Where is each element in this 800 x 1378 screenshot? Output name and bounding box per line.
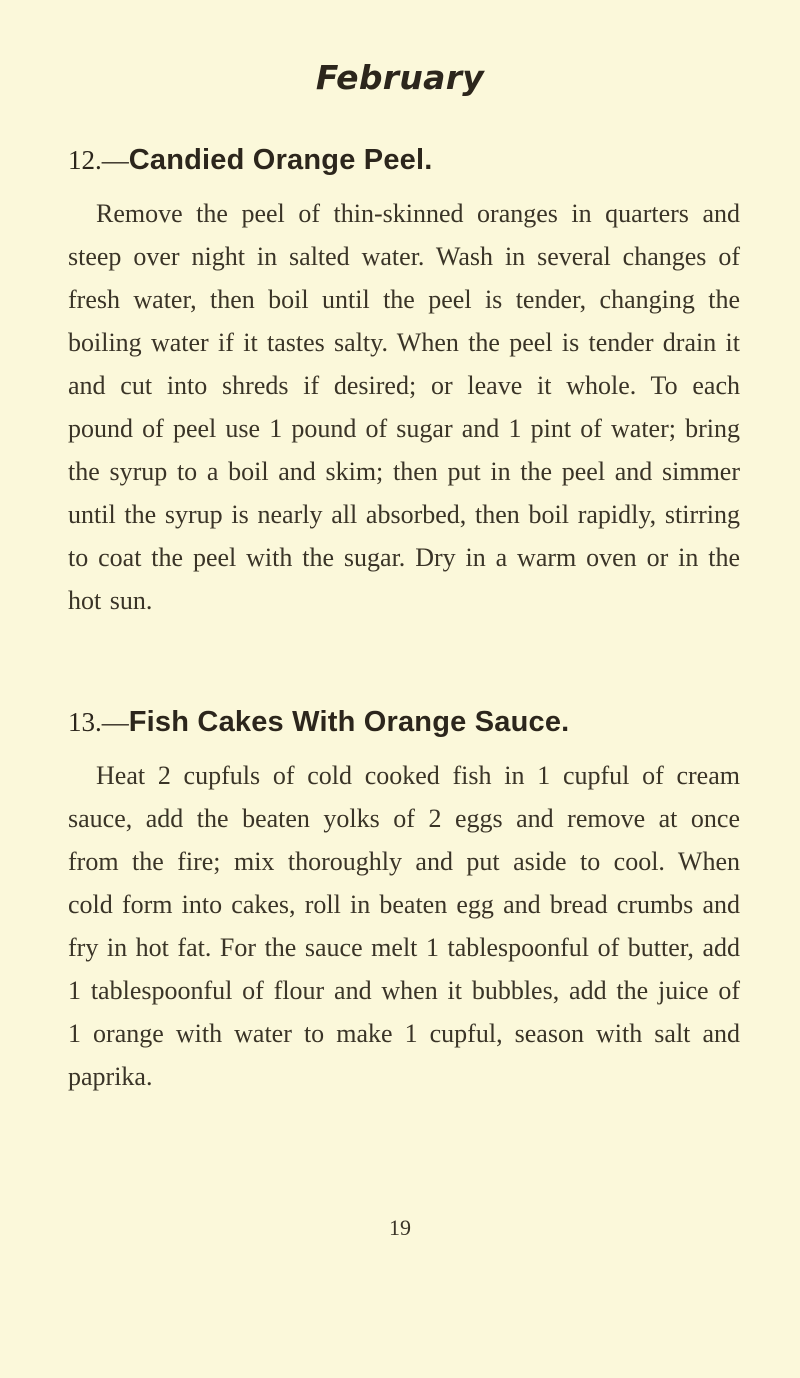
recipe-number: 13.—	[68, 707, 129, 737]
recipe-heading	[68, 134, 740, 188]
recipe-title: Fish Cakes With Orange Sauce.	[128, 706, 570, 738]
recipe-instructions: Heat 2 cupfuls of cold cooked fish in 1 cupful of cream sauce, add the beaten yolks of 2 eggs and remove at once from the fire; mix thoroughly and put aside to cool. When cold form into cakes, roll in beaten egg and bread crumbs and fry in hot fat. For the sauce melt 1 tablespoonful of butter, add 1 tablespoonful of flour and when it bubbles, add the juice of 1 orange with water to make 1 cupful, season with salt and paprika.	[68, 761, 740, 1091]
recipe-title: Candied Orange Peel.	[128, 144, 433, 176]
recipe-13	[68, 696, 740, 1098]
recipe-12	[68, 134, 740, 622]
page-number: 19	[389, 1215, 411, 1240]
recipe-number: 12.—	[68, 145, 129, 175]
recipe-instructions: Remove the peel of thin-skinned oranges in quarters and steep over night in salted water. Wash in several changes of fresh water, then boil until the peel is tender, changing the boiling water if it tastes salty. When the peel is tender drain it and cut into shreds if desired; or leave it whole. To each pound of peel use 1 pound of sugar and 1 pint of water; bring the syrup to a boil and skim; then put in the peel and simmer until the syrup is nearly all absorbed, then boil rapidly, stirring to coat the peel with the sugar. Dry in a warm oven or in the hot sun.	[68, 199, 740, 615]
running-head: February	[315, 58, 485, 97]
recipe-heading	[68, 696, 740, 750]
